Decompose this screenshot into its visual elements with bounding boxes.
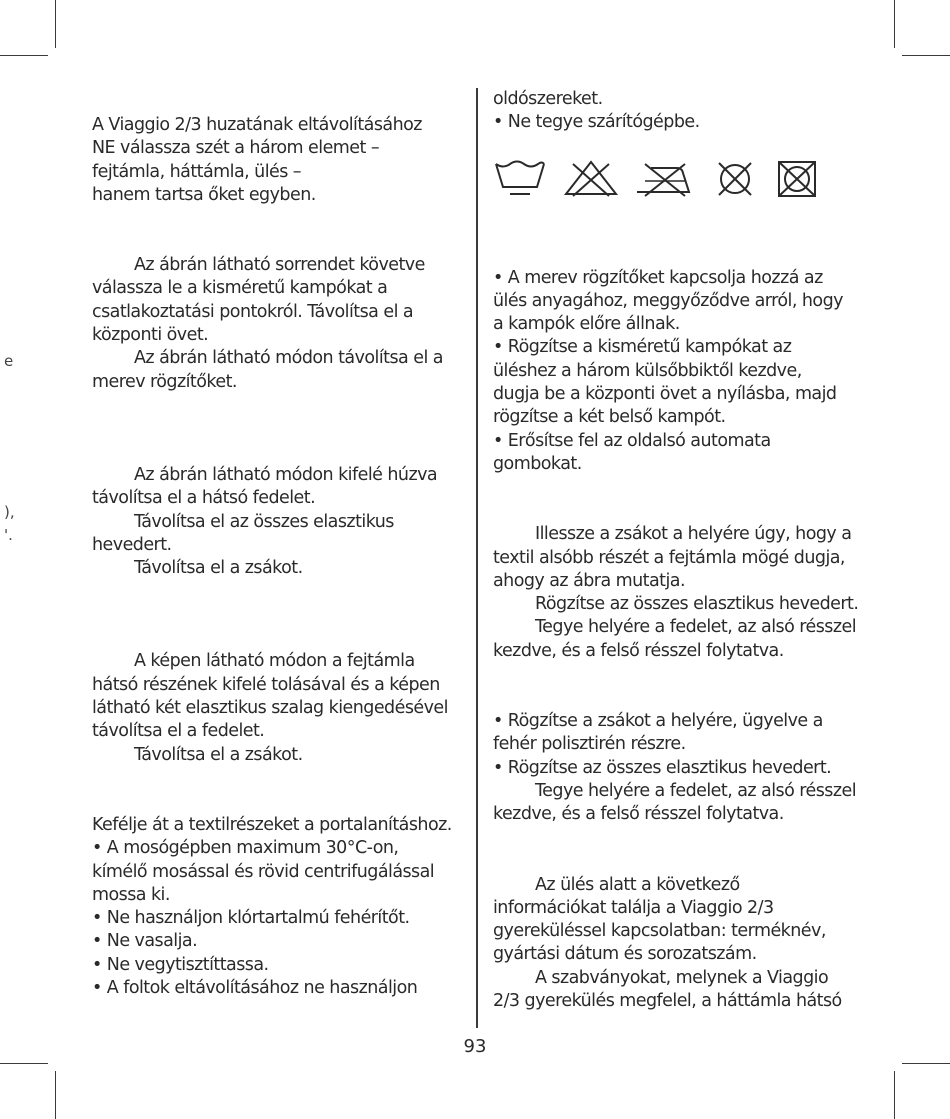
crop-mark-bottom-right-h <box>902 1063 950 1064</box>
paragraph-attach-fasteners: • A merev rögzítőket kapcsolja hozzá az ülés anyagához, meggyőződve arról, hogy a kampók előre állnak. • Rögzítse a kisméretű kampókat az üléshez a három külsőbbiktől kezdve, dugja be a központi övet a nyílásba, majd rögzítse a két belső kampót. • Erősítse fel az oldalsó automata gombokat. <box>493 267 843 474</box>
crop-mark-bottom-right <box>894 1071 895 1119</box>
left-column <box>92 114 464 1000</box>
crop-mark-top-right <box>894 0 895 48</box>
paragraph-elastic-straps: Távolítsa el az összes elasztikus hevedert. <box>92 511 394 555</box>
paragraph-headrest: A képen látható módon a fejtámla hátsó részének kifelé tolásával és a képen látható két elasztikus szalag kiengedésével távolítsa el a fedelet. <box>92 651 448 742</box>
paragraph-washing: Kefélje át a textilrészeket a portalanításhoz. • A mosógépben maximum 30°C-on, kímélő mosással és rövid centrifugálással mossa ki. • Ne használjon klórtartalmú fehérítőt. • Ne vasalja. • Ne vegytisztíttassa. • A foltok eltávolításához ne használjon <box>92 814 452 999</box>
wash-30-gentle-icon <box>493 159 549 199</box>
crop-mark-bottom-left-h <box>0 1063 48 1064</box>
edge-fragment: '. <box>4 526 13 544</box>
paragraph-label-info: Az ülés alatt a következő információkat találja a Viaggio 2/3 gyereküléssel kapcsolatban: terméknév, gyártási dátum és sorozatszám. <box>493 874 826 965</box>
paragraph-replace-cover-2: Tegye helyére a fedelet, az alsó résszel kezdve, és a felső résszel folytatva. <box>493 780 857 825</box>
paragraph-fix-straps: Rögzítse az összes elasztikus hevedert. <box>535 594 859 615</box>
paragraph-solvents: oldószereket. • Ne tegye szárítógépbe. <box>493 89 700 133</box>
paragraph-standards: A szabványokat, melynek a Viaggio 2/3 gyerekülés megfelel, a háttámla hátsó <box>493 967 842 1012</box>
paragraph-replace-cover: Tegye helyére a fedelet, az alsó résszel kezdve, és a felső résszel folytatva. <box>493 617 857 661</box>
no-iron-icon <box>633 159 697 199</box>
page-number: 93 <box>463 1036 487 1057</box>
paragraph-hooks: Az ábrán látható sorrendet követve válassza le a kisméretű kampókat a csatlakoztatási pontokról. Távolítsa el a központi övet. <box>92 255 425 346</box>
edge-fragment: e <box>4 352 14 370</box>
care-symbols <box>493 159 865 199</box>
paragraph-remove-bag: Távolítsa el a zsákot. <box>134 558 303 579</box>
paragraph-rigid-fasteners: Az ábrán látható módon távolítsa el a merev rögzítőket. <box>92 348 443 392</box>
no-dry-clean-icon <box>711 159 759 199</box>
crop-mark-bottom-left <box>55 1071 56 1119</box>
paragraph-rear-cover: Az ábrán látható módon kifelé húzva távolítsa el a hátsó fedelet. <box>92 464 438 509</box>
crop-mark-top-left <box>55 0 56 48</box>
no-bleach-icon <box>563 159 619 199</box>
paragraph-intro: A Viaggio 2/3 huzatának eltávolításához NE válassza szét a három elemet – fejtámla, háttámla, ülés – hanem tartsa őket egyben. <box>92 115 422 205</box>
edge-fragment: ), <box>4 503 15 521</box>
paragraph-fix-bag-polystyrene: • Rögzítse a zsákot a helyére, ügyelve a fehér polisztirén részre. • Rögzítse az összes elasztikus hevedert. <box>493 711 832 778</box>
crop-mark-top-right-h <box>902 55 950 56</box>
crop-mark-top-left-h <box>0 55 48 56</box>
paragraph-fit-bag: Illessze a zsákot a helyére úgy, hogy a textil alsóbb részét a fejtámla mögé dugja, ahogy az ábra mutatja. <box>493 524 852 591</box>
no-tumble-dry-icon <box>773 159 821 199</box>
paragraph-remove-bag-2: Távolítsa el a zsákot. <box>134 744 303 765</box>
right-column <box>493 88 865 1013</box>
column-divider <box>476 88 478 1028</box>
